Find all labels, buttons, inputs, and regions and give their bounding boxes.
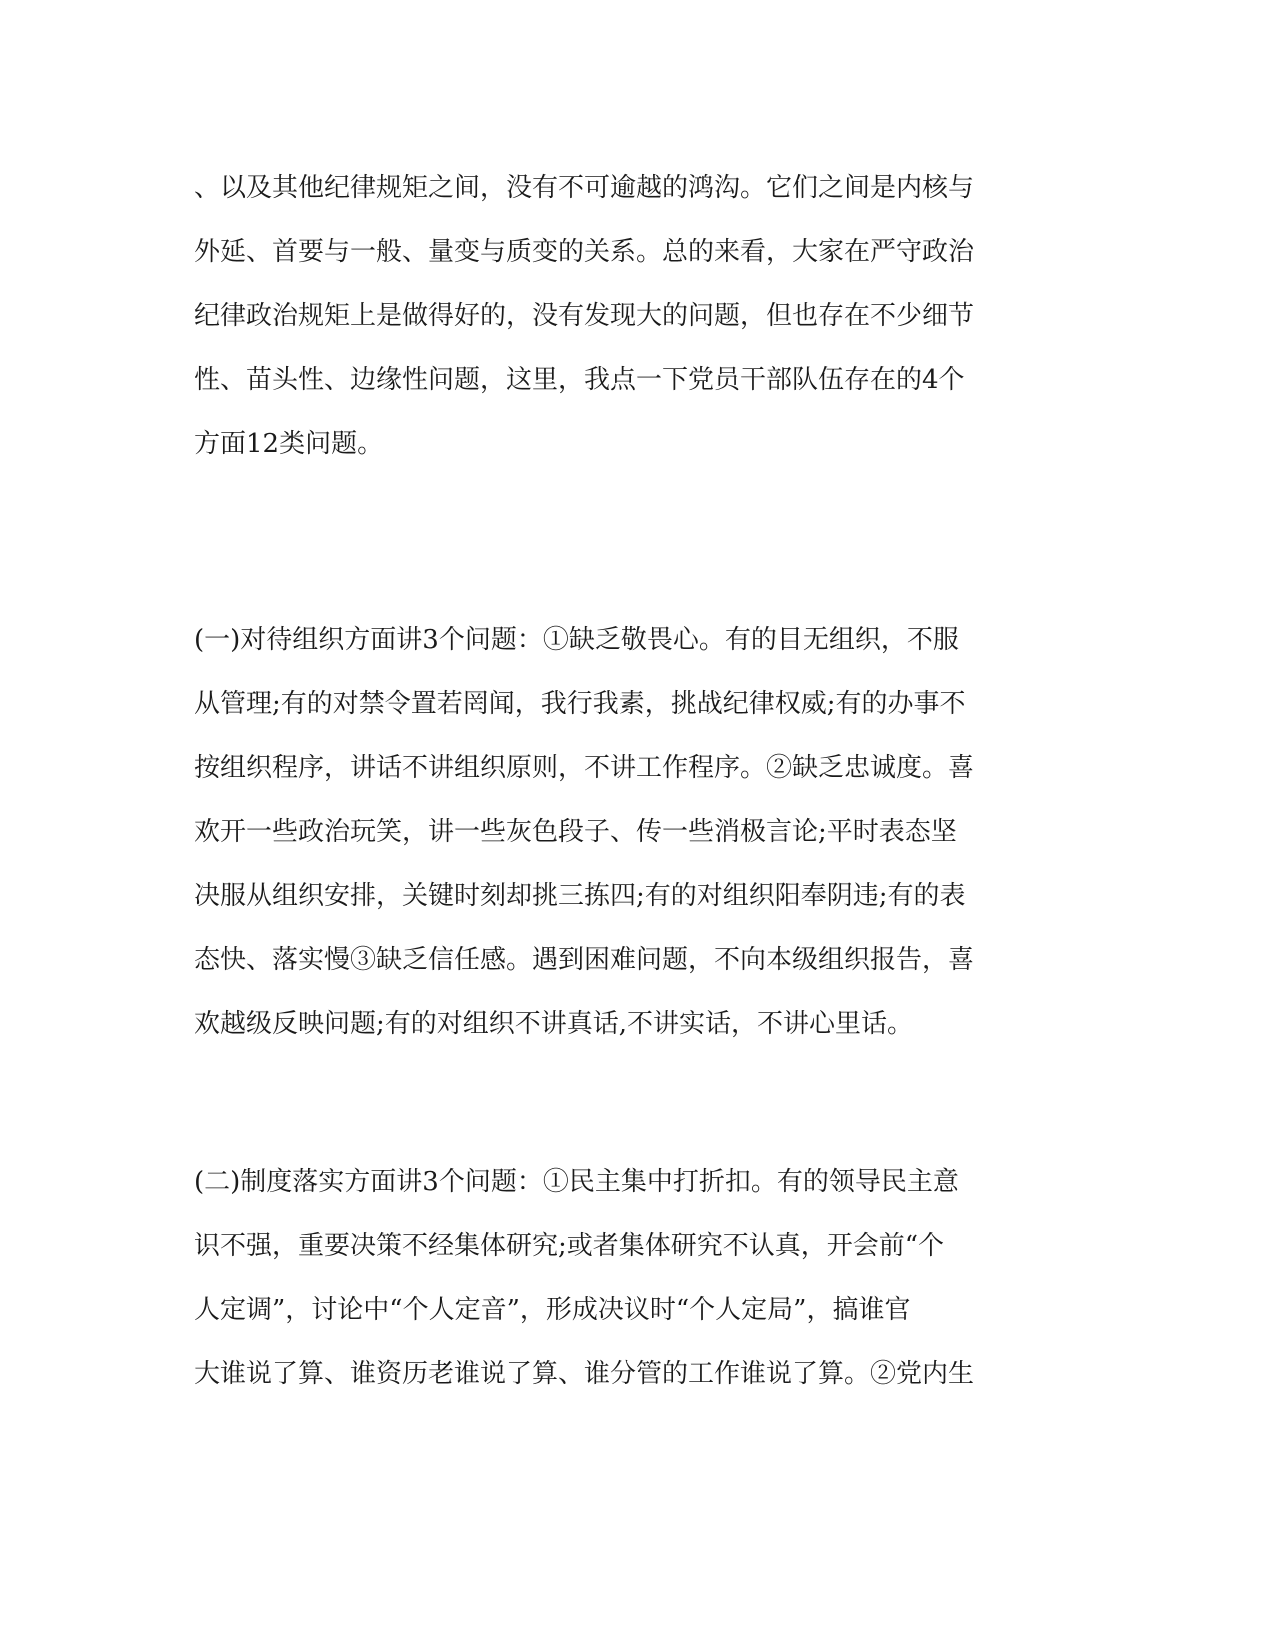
text-line: 识不强，重要决策不经集体研究;或者集体研究不认真，开会前“个 [194, 1231, 945, 1261]
text-line: 方面12类问题。 [194, 429, 384, 459]
paragraph-discipline-intro [194, 156, 974, 476]
paragraph-institution-issues [194, 1150, 974, 1406]
text-line: 性、苗头性、边缘性问题，这里，我点一下党员干部队伍存在的4个 [194, 365, 965, 395]
text-line: 欢开一些政治玩笑，讲一些灰色段子、传一些消极言论;平时表态坚 [194, 817, 957, 847]
text-line: 外延、首要与一般、量变与质变的关系。总的来看，大家在严守政治 [194, 237, 975, 267]
text-line: 、以及其他纪律规矩之间，没有不可逾越的鸿沟。它们之间是内核与 [194, 173, 975, 203]
text-line: 态快、落实慢③缺乏信任感。遇到困难问题，不向本级组织报告，喜 [194, 945, 975, 975]
text-line: 按组织程序，讲话不讲组织原则，不讲工作程序。②缺乏忠诚度。喜 [194, 753, 975, 783]
text-line: 从管理;有的对禁令置若罔闻，我行我素，挑战纪律权威;有的办事不 [194, 689, 966, 719]
text-line: (二)制度落实方面讲3个问题：①民主集中打折扣。有的领导民主意 [194, 1167, 959, 1197]
text-line: 纪律政治规矩上是做得好的，没有发现大的问题，但也存在不少细节 [194, 301, 975, 331]
text-line: 决服从组织安排，关键时刻却挑三拣四;有的对组织阳奉阴违;有的表 [194, 881, 966, 911]
text-line: 大谁说了算、谁资历老谁说了算、谁分管的工作谁说了算。②党内生 [194, 1359, 975, 1389]
paragraph-organization-issues [194, 608, 974, 1056]
text-line: 欢越级反映问题;有的对组织不讲真话,不讲实话，不讲心里话。 [194, 1009, 914, 1039]
text-line: (一)对待组织方面讲3个问题：①缺乏敬畏心。有的目无组织，不服 [194, 625, 959, 655]
text-line: 人定调”，讨论中“个人定音”，形成决议时“个人定局”，搞谁官 [194, 1295, 911, 1325]
